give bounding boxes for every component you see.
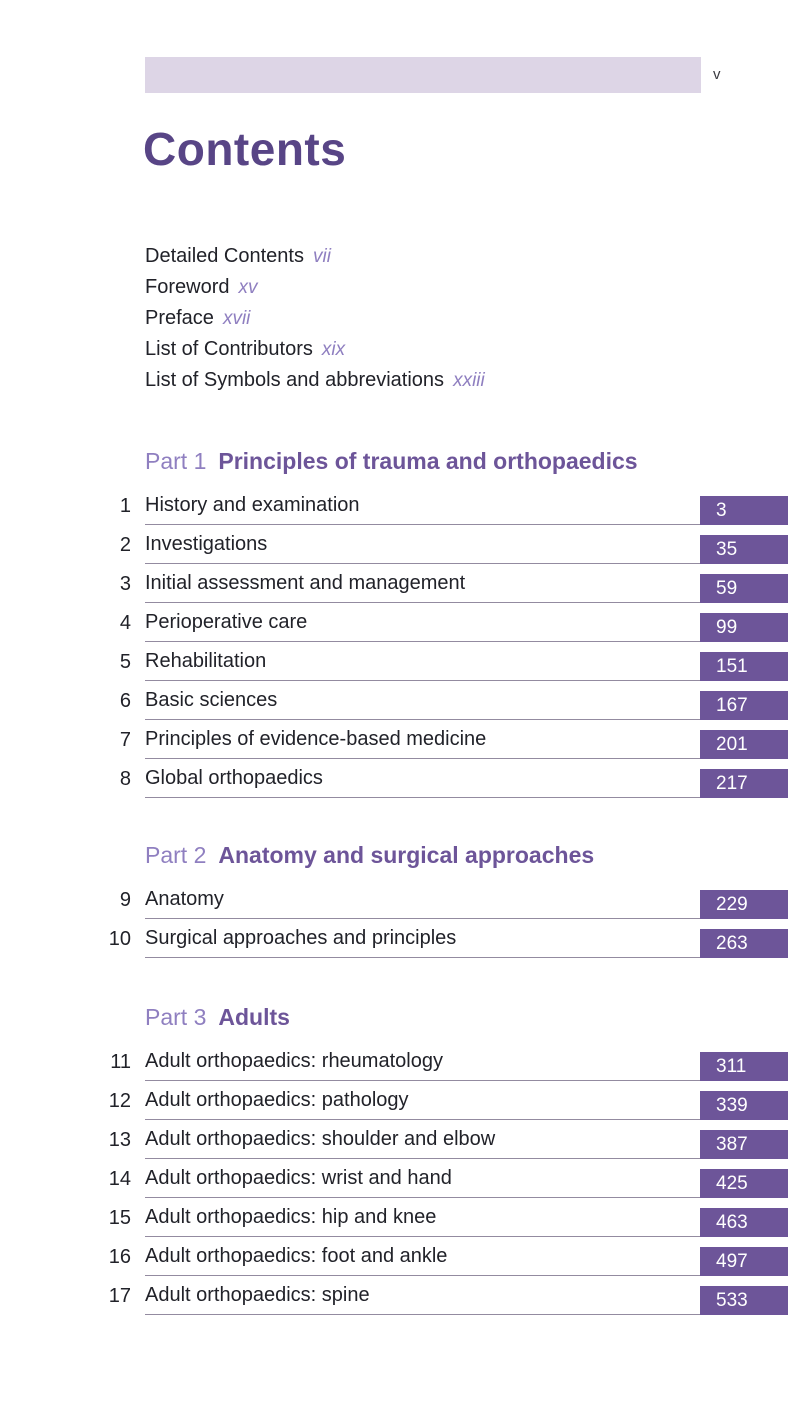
- toc-row: [0, 880, 788, 919]
- chapter-title: Perioperative care: [145, 611, 700, 642]
- toc-row: [0, 564, 788, 603]
- toc-row: [0, 642, 788, 681]
- toc-row: [0, 681, 788, 720]
- part-heading: [145, 1004, 788, 1031]
- part-title: Adults: [218, 1004, 290, 1030]
- chapter-number: 13: [108, 1129, 131, 1151]
- toc-row: [0, 1120, 788, 1159]
- toc-row: [0, 1081, 788, 1120]
- part-title: Principles of trauma and orthopaedics: [218, 448, 638, 474]
- chapter-title: Rehabilitation: [145, 650, 700, 681]
- front-matter-item: [145, 334, 485, 365]
- toc-row: [0, 919, 788, 958]
- front-matter-item: [145, 303, 485, 334]
- chapter-page-badge: 167: [700, 691, 788, 720]
- part-heading: [145, 842, 788, 869]
- part-label: Part 1: [145, 448, 207, 474]
- front-matter-label: Foreword: [145, 276, 230, 298]
- chapter-number: 6: [119, 690, 131, 712]
- front-matter-list: [145, 241, 485, 396]
- chapter-number: 11: [110, 1051, 131, 1073]
- chapter-number: 5: [119, 651, 131, 673]
- chapter-number: 7: [119, 729, 131, 751]
- chapter-page-badge: 151: [700, 652, 788, 681]
- chapter-title: Investigations: [145, 533, 700, 564]
- front-matter-label: List of Contributors: [145, 338, 313, 360]
- chapter-page-badge: 229: [700, 890, 788, 919]
- chapter-title: Adult orthopaedics: hip and knee: [145, 1206, 700, 1237]
- chapter-number: 4: [119, 612, 131, 634]
- front-matter-label: List of Symbols and abbreviations: [145, 369, 445, 391]
- toc-row: [0, 1237, 788, 1276]
- chapter-title: Adult orthopaedics: shoulder and elbow: [145, 1128, 700, 1159]
- chapter-number: 12: [108, 1090, 131, 1112]
- chapter-number: 16: [108, 1246, 131, 1268]
- front-matter-page: xix: [321, 339, 346, 360]
- chapter-page-badge: 3: [700, 496, 788, 525]
- part-label: Part 3: [145, 1004, 207, 1030]
- chapter-number: 8: [119, 768, 131, 790]
- chapter-title: Adult orthopaedics: wrist and hand: [145, 1167, 700, 1198]
- chapter-page-badge: 339: [700, 1091, 788, 1120]
- front-matter-page: xvii: [222, 308, 251, 329]
- chapter-number: 10: [108, 928, 131, 950]
- chapter-title: Basic sciences: [145, 689, 700, 720]
- front-matter-label: Detailed Contents: [145, 245, 304, 267]
- chapter-title: Adult orthopaedics: rheumatology: [145, 1050, 700, 1081]
- part-section: [0, 448, 788, 798]
- header-band: [145, 57, 701, 93]
- toc-row: [0, 525, 788, 564]
- chapter-page-badge: 311: [700, 1052, 788, 1081]
- chapter-title: History and examination: [145, 494, 700, 525]
- chapter-page-badge: 99: [700, 613, 788, 642]
- chapter-page-badge: 497: [700, 1247, 788, 1276]
- toc-row: [0, 486, 788, 525]
- chapter-number: 1: [119, 495, 131, 517]
- chapter-page-badge: 201: [700, 730, 788, 759]
- front-matter-item: [145, 241, 485, 272]
- chapter-title: Adult orthopaedics: spine: [145, 1284, 700, 1315]
- chapter-page-badge: 263: [700, 929, 788, 958]
- chapter-page-badge: 387: [700, 1130, 788, 1159]
- chapter-title: Adult orthopaedics: pathology: [145, 1089, 700, 1120]
- page-title: Contents: [143, 123, 347, 175]
- toc-row: [0, 720, 788, 759]
- toc-row: [0, 759, 788, 798]
- chapter-number: 15: [108, 1207, 131, 1229]
- toc-row: [0, 1198, 788, 1237]
- chapter-number: 14: [108, 1168, 131, 1190]
- front-matter-label: Preface: [145, 307, 214, 329]
- part-title: Anatomy and surgical approaches: [218, 842, 595, 868]
- chapter-title: Principles of evidence-based medicine: [145, 728, 700, 759]
- chapter-title: Initial assessment and management: [145, 572, 700, 603]
- chapter-page-badge: 463: [700, 1208, 788, 1237]
- chapter-page-badge: 425: [700, 1169, 788, 1198]
- chapter-title: Surgical approaches and principles: [145, 927, 700, 958]
- chapter-number: 3: [119, 573, 131, 595]
- chapter-number: 2: [119, 534, 131, 556]
- front-matter-page: xv: [238, 277, 258, 298]
- chapter-number: 17: [108, 1285, 131, 1307]
- toc-row: [0, 1159, 788, 1198]
- chapter-title: Global orthopaedics: [145, 767, 700, 798]
- chapter-title: Anatomy: [145, 888, 700, 919]
- toc-row: [0, 1042, 788, 1081]
- front-matter-item: [145, 365, 485, 396]
- page-number-folio: v: [713, 66, 721, 83]
- chapter-page-badge: 59: [700, 574, 788, 603]
- front-matter-item: [145, 272, 485, 303]
- part-heading: [145, 448, 788, 475]
- chapter-page-badge: 217: [700, 769, 788, 798]
- chapter-page-badge: 35: [700, 535, 788, 564]
- part-section: [0, 1004, 788, 1315]
- part-section: [0, 842, 788, 958]
- chapter-page-badge: 533: [700, 1286, 788, 1315]
- part-label: Part 2: [145, 842, 207, 868]
- chapter-number: 9: [119, 889, 131, 911]
- front-matter-page: vii: [312, 246, 331, 267]
- chapter-title: Adult orthopaedics: foot and ankle: [145, 1245, 700, 1276]
- toc-row: [0, 1276, 788, 1315]
- toc-row: [0, 603, 788, 642]
- front-matter-page: xxiii: [453, 370, 485, 391]
